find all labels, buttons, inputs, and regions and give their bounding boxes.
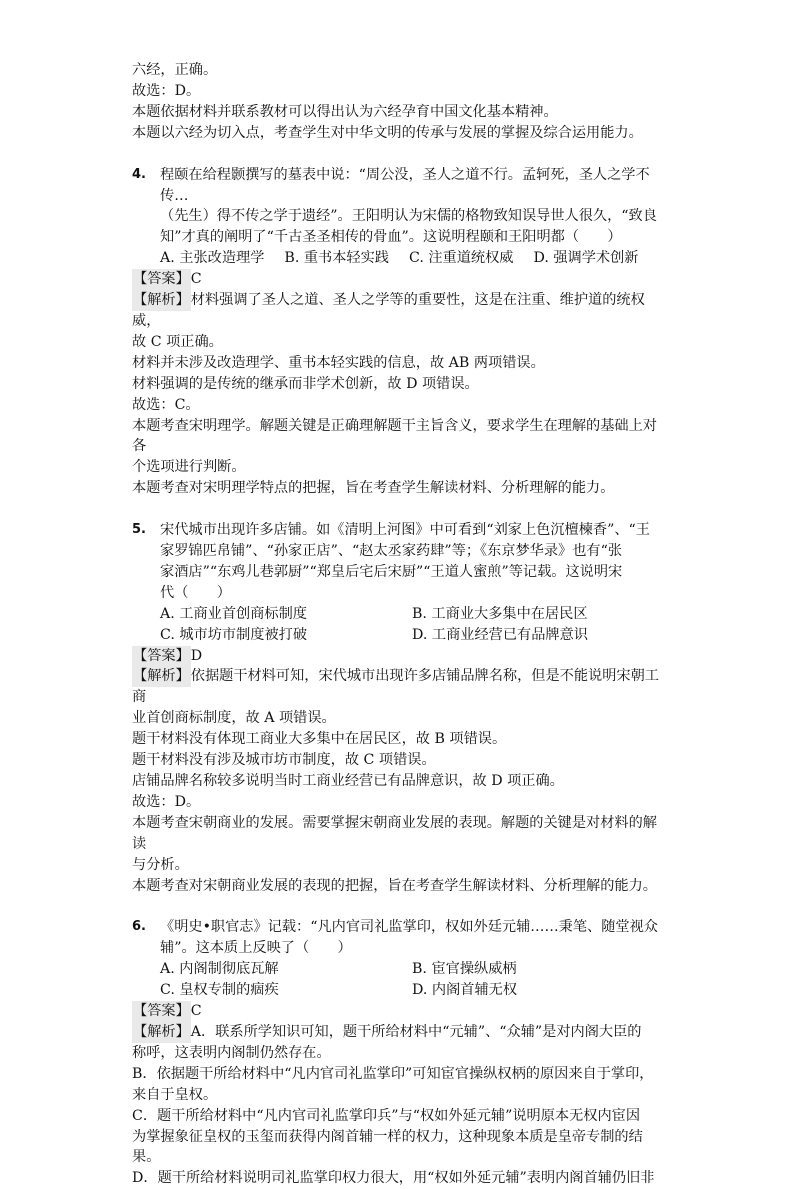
option-a: A. 主张改造理学 xyxy=(160,250,265,267)
analysis-line: 故选：C。 xyxy=(132,396,200,413)
analysis-line: B．依据题干所给材料中“凡内官司礼监掌印”可知宦官操纵权柄的原因来自于掌印， xyxy=(132,1065,654,1082)
question-stem-line: （先生）得不传之学于遗经”。王阳明认为宋儒的格物致知误导世人很久，“致良 xyxy=(160,208,657,225)
text-line: 故选：D。 xyxy=(132,82,201,99)
answer-value: C xyxy=(190,271,202,288)
option-c: C. 城市坊市制度被打破 xyxy=(160,626,308,643)
question-number: 5. xyxy=(132,522,146,538)
text-line: 本题依据材料并联系教材可以得出认为六经孕育中国文化基本精神。 xyxy=(132,103,558,120)
analysis-line: 材料并未涉及改造理学、重书本轻实践的信息，故 AB 两项错误。 xyxy=(132,354,545,371)
options-grid xyxy=(132,959,662,1001)
answer-value: D xyxy=(190,647,203,664)
options-grid xyxy=(132,604,662,646)
question-stem-line: 家罗锦匹帛铺”、“孙家正店”、“赵太丞家药肆”等；《东京梦华录》也有“张 xyxy=(160,543,623,560)
analysis-label: 【解析】 xyxy=(132,290,191,311)
option-d: D. 工商业经营已有品牌意识 xyxy=(412,626,588,643)
question-number: 6. xyxy=(132,919,146,935)
analysis-line: 店铺品牌名称较多说明当时工商业经营已有品牌意识，故 D 项正确。 xyxy=(132,773,564,789)
question-number: 4. xyxy=(132,166,146,182)
question-stem-line: 知”才真的阐明了“千古圣圣相传的骨血”。这说明程颐和王阳明都（ ） xyxy=(160,229,622,246)
question-stem-line: 程颐在给程颢撰写的墓表中说：“周公没，圣人之道不行。孟轲死，圣人之学不传… xyxy=(160,166,650,204)
option-d: D. 内阁首辅无权 xyxy=(412,982,518,999)
document-page xyxy=(132,60,662,1189)
analysis-text: A．联系所学知识可知，题干所给材料中“元辅”、“众辅”是对内阁大臣的 xyxy=(190,1023,642,1040)
question-stem-line: 家酒店”“东鸡儿巷郭厨”“郑皇后宅后宋厨”“王道人蜜煎”等记载。这说明宋 xyxy=(160,563,623,580)
question-stem-line: 代（ ） xyxy=(160,584,231,601)
option-c: C. 皇权专制的痼疾 xyxy=(160,982,279,999)
analysis-text: 材料强调了圣人之道、圣人之学等的重要性，这是在注重、维护道的统权威， xyxy=(132,292,645,329)
option-b: B. 重书本轻实践 xyxy=(284,250,389,267)
analysis-line: 题干材料没有涉及城市坊市制度，故 C 项错误。 xyxy=(132,752,436,769)
option-c: C. 注重道统权威 xyxy=(408,250,514,267)
answer-line xyxy=(132,646,662,667)
option-b: B. 工商业大多集中在居民区 xyxy=(412,605,588,622)
option-a: A. 工商业首创商标制度 xyxy=(160,605,307,622)
text-line: 六经，正确。 xyxy=(132,62,218,78)
option-d: D. 强调学术创新 xyxy=(533,250,639,267)
analysis-line: 材料强调的是传统的继承而非学术创新，故 D 项错误。 xyxy=(132,375,479,392)
intro-block xyxy=(132,60,662,144)
analysis-line xyxy=(132,666,662,708)
analysis-line: 故 C 项正确。 xyxy=(132,333,223,350)
answer-label: 【答案】 xyxy=(132,1001,191,1022)
analysis-line: 本题考查宋朝商业的发展。需要掌握宋朝商业发展的表现。解题的关键是对材料的解读 xyxy=(132,814,657,852)
analysis-line: 与分析。 xyxy=(132,856,189,873)
analysis-line: 来自于皇权。 xyxy=(132,1086,218,1103)
analysis-line: 题干材料没有体现工商业大多集中在居民区，故 B 项错误。 xyxy=(132,731,507,748)
analysis-label: 【解析】 xyxy=(132,1022,191,1043)
option-a: A. 内阁制彻底瓦解 xyxy=(160,961,279,978)
option-b: B. 宦官操纵威柄 xyxy=(412,961,517,978)
question-5 xyxy=(132,520,662,896)
question-stem-line: 《明史•职官志》记载：“凡内官司礼监掌印，权如外廷元辅……秉笔、随堂视众 xyxy=(160,919,658,936)
answer-label: 【答案】 xyxy=(132,646,191,667)
analysis-line: 本题考查对宋朝商业发展的表现的把握，旨在考查学生解读材料、分析理解的能力。 xyxy=(132,877,657,894)
question-stem-line: 宋代城市出现许多店铺。如《清明上河图》中可看到“刘家上色沉檀楝香”、“王 xyxy=(160,522,650,539)
question-6 xyxy=(132,917,662,1189)
text-line: 本题以六经为切入点，考查学生对中华文明的传承与发展的掌握及综合运用能力。 xyxy=(132,124,643,141)
question-stem-line: 辅”。这本质上反映了（ ） xyxy=(160,940,352,957)
analysis-line: 故选：D。 xyxy=(132,793,201,810)
analysis-label: 【解析】 xyxy=(132,666,191,687)
analysis-line: 业首创商标制度，故 A 项错误。 xyxy=(132,710,336,727)
analysis-line: 本题考查对宋明理学特点的把握，旨在考查学生解读材料、分析理解的能力。 xyxy=(132,480,615,497)
answer-value: C xyxy=(190,1003,202,1020)
answer-line xyxy=(132,269,662,290)
analysis-line: 为掌握象征皇权的玉玺而获得内阁首辅一样的权力，这种现象本质是皇帝专制的结果。 xyxy=(132,1128,643,1166)
analysis-line xyxy=(132,290,662,332)
analysis-line: 本题考查宋明理学。解题关键是正确理解题干主旨含义，要求学生在理解的基础上对各 xyxy=(132,417,657,455)
question-4 xyxy=(132,165,662,500)
analysis-line xyxy=(132,1022,662,1043)
analysis-line: C．题干所给材料中“凡内官司礼监掌印兵”与“权如外延元辅”说明原本无权内宦因 xyxy=(132,1107,641,1124)
analysis-text: 依据题干材料可知，宋代城市出现许多店铺品牌名称，但是不能说明宋朝工商 xyxy=(132,668,659,706)
analysis-line: 称呼，这表明内阁制仍然存在。 xyxy=(132,1044,331,1061)
analysis-line: D．题干所给材料说明司礼监掌印权力很大，用“权如外延元辅”表明内阁首辅仍旧非 xyxy=(132,1170,655,1187)
answer-label: 【答案】 xyxy=(132,269,191,290)
options-row xyxy=(132,248,662,269)
analysis-line: 个选项进行判断。 xyxy=(132,459,246,476)
answer-line xyxy=(132,1001,662,1022)
